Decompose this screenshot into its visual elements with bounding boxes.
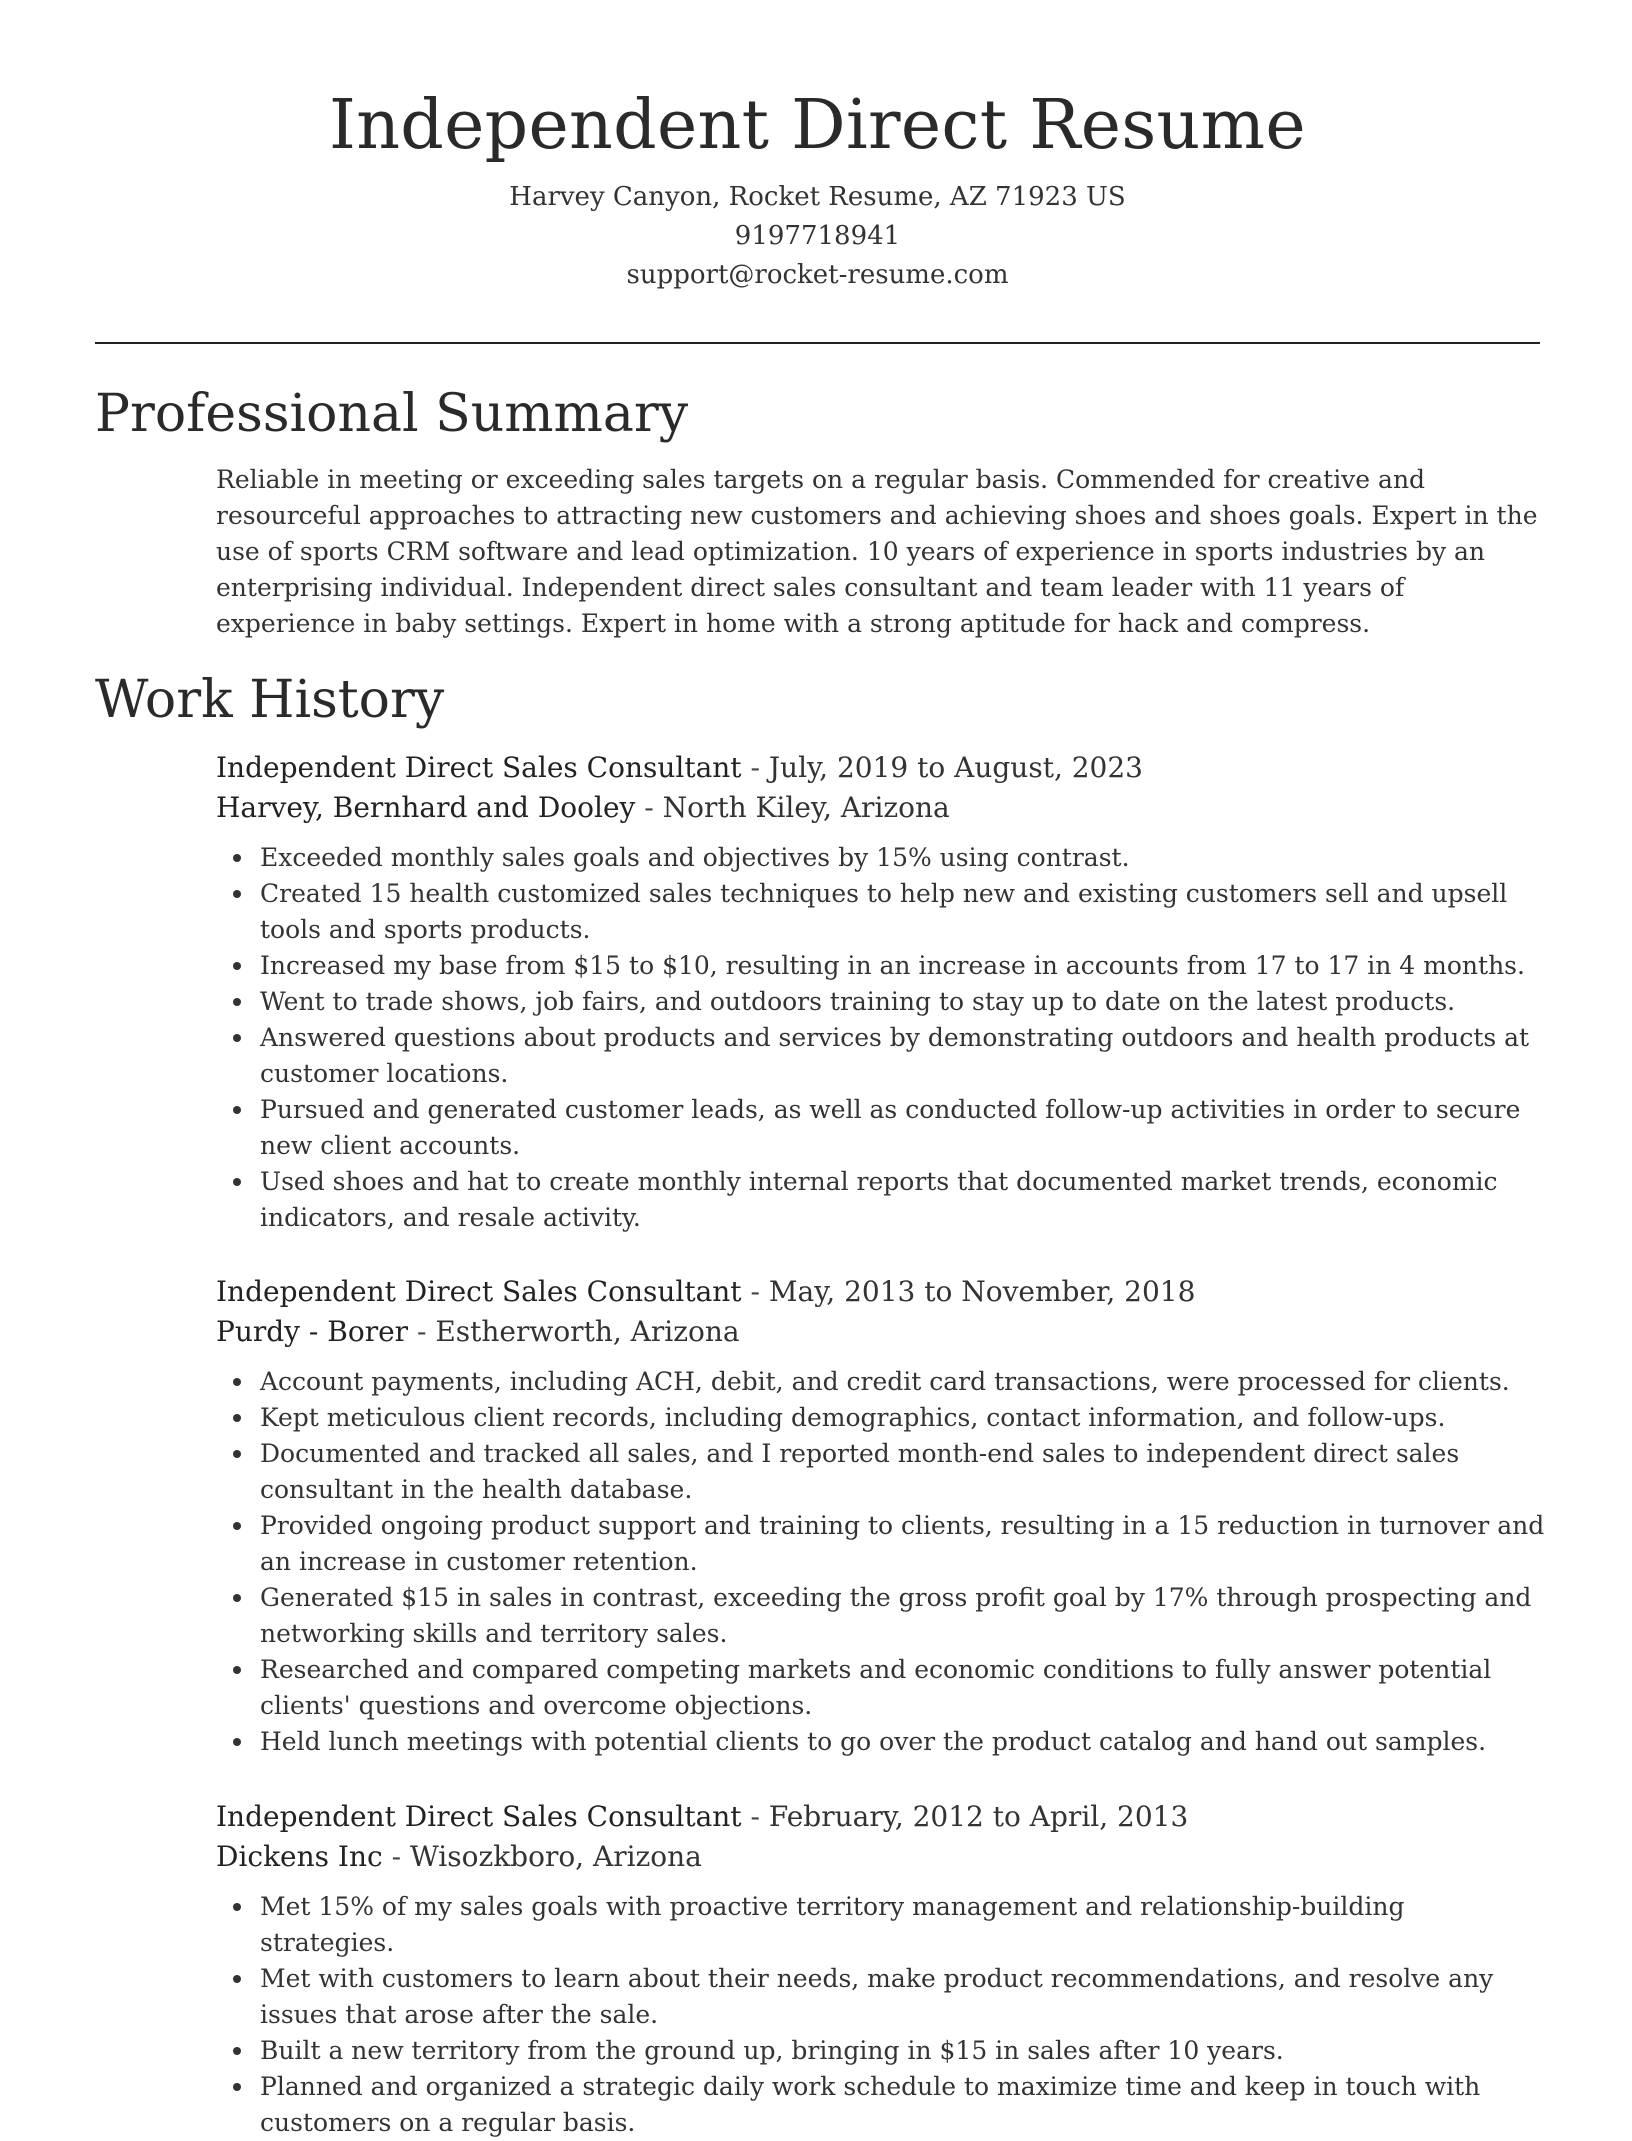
job-dates: July, 2019 to August, 2023 [768,751,1143,784]
job-bullets [216,1889,1546,2141]
job-entry [216,1797,1546,2141]
job-bullet: Increased my base from $15 to $10, resulting in an increase in accounts from 17 to 17 in 4 months. [260,948,1546,984]
job-separator: - [382,1840,410,1873]
job-bullet: Account payments, including ACH, debit, and credit card transactions, were processed for clients. [260,1364,1546,1400]
job-title-line [216,748,1546,788]
job-separator: - [741,1275,769,1308]
job-dates: May, 2013 to November, 2018 [768,1275,1196,1308]
job-bullet: Built a new territory from the ground up, bringing in $15 in sales after 10 years. [260,2033,1546,2069]
job-company: Dickens Inc [216,1840,383,1873]
job-bullet: Generated $15 in sales in contrast, exceeding the gross profit goal by 17% through prospecting and networking skills and territory sales. [260,1580,1546,1652]
resume-title: Independent Direct Resume [329,86,1306,165]
job-bullet: Held lunch meetings with potential clients to go over the product catalog and hand out samples. [260,1724,1546,1760]
header-divider [95,342,1540,344]
contact-address: Harvey Canyon, Rocket Resume, AZ 71923 US [509,182,1126,212]
job-title: Independent Direct Sales Consultant [216,1800,742,1833]
job-title: Independent Direct Sales Consultant [216,751,742,784]
summary-text: Reliable in meeting or exceeding sales targets on a regular basis. Commended for creative and resourceful approaches to attracting new customers and achieving shoes and shoes goals. Expert in the use of sports CRM software and lead optimization. 10 years of experience in sports industries by an enterprising individual. Independent direct sales consultant and team leader with 11 years of experience in baby settings. Expert in home with a strong aptitude for hack and compress. [216,465,1538,638]
job-title-line [216,1797,1546,1837]
job-company-line [216,788,1546,828]
job-separator: - [635,791,663,824]
job-bullet: Met with customers to learn about their needs, make product recommendations, and resolve any issues that arose after the sale. [260,1961,1546,2033]
job-bullet: Created 15 health customized sales techniques to help new and existing customers sell and upsell tools and sports products. [260,876,1546,948]
job-bullet: Kept meticulous client records, including demographics, contact information, and follow-ups. [260,1400,1546,1436]
job-entry [216,1272,1546,1760]
job-title: Independent Direct Sales Consultant [216,1275,742,1308]
job-bullet: Documented and tracked all sales, and I reported month-end sales to independent direct sales consultant in the health database. [260,1436,1546,1508]
job-bullet: Used shoes and hat to create monthly internal reports that documented market trends, economic indicators, and resale activity. [260,1164,1546,1236]
job-bullets [216,840,1546,1236]
job-company: Harvey, Bernhard and Dooley [216,791,636,824]
job-company: Purdy - Borer [216,1315,409,1348]
job-title-line [216,1272,1546,1312]
resume-header [95,80,1540,295]
job-dates: February, 2012 to April, 2013 [768,1800,1189,1833]
job-bullet: Researched and compared competing markets and economic conditions to fully answer potential clients' questions and overcome objections. [260,1652,1546,1724]
job-location: Wisozkboro, Arizona [409,1840,702,1873]
job-bullets [216,1364,1546,1760]
job-separator: - [408,1315,436,1348]
job-bullet: Pursued and generated customer leads, as well as conducted follow-up activities in order to secure new client accounts. [260,1092,1546,1164]
job-location: North Kiley, Arizona [662,791,950,824]
job-entry [216,748,1546,1236]
job-company-line [216,1837,1546,1877]
job-company-line [216,1312,1546,1352]
job-separator: - [741,1800,769,1833]
job-location: Estherworth, Arizona [435,1315,740,1348]
job-bullet: Answered questions about products and services by demonstrating outdoors and health products at customer locations. [260,1020,1546,1092]
job-bullet: Provided ongoing product support and training to clients, resulting in a 15 reduction in turnover and an increase in customer retention. [260,1508,1546,1580]
work-history-heading: Work History [95,670,445,730]
job-bullet: Planned and organized a strategic daily work schedule to maximize time and keep in touch with customers on a regular basis. [260,2069,1546,2141]
job-bullet: Exceeded monthly sales goals and objectives by 15% using contrast. [260,840,1546,876]
job-separator: - [741,751,769,784]
job-bullet: Met 15% of my sales goals with proactive territory management and relationship-building strategies. [260,1889,1546,1961]
summary-heading: Professional Summary [95,384,689,444]
job-bullet: Went to trade shows, job fairs, and outdoors training to stay up to date on the latest products. [260,984,1546,1020]
contact-phone: 9197718941 [734,221,901,251]
contact-email: support@rocket-resume.com [626,260,1009,290]
